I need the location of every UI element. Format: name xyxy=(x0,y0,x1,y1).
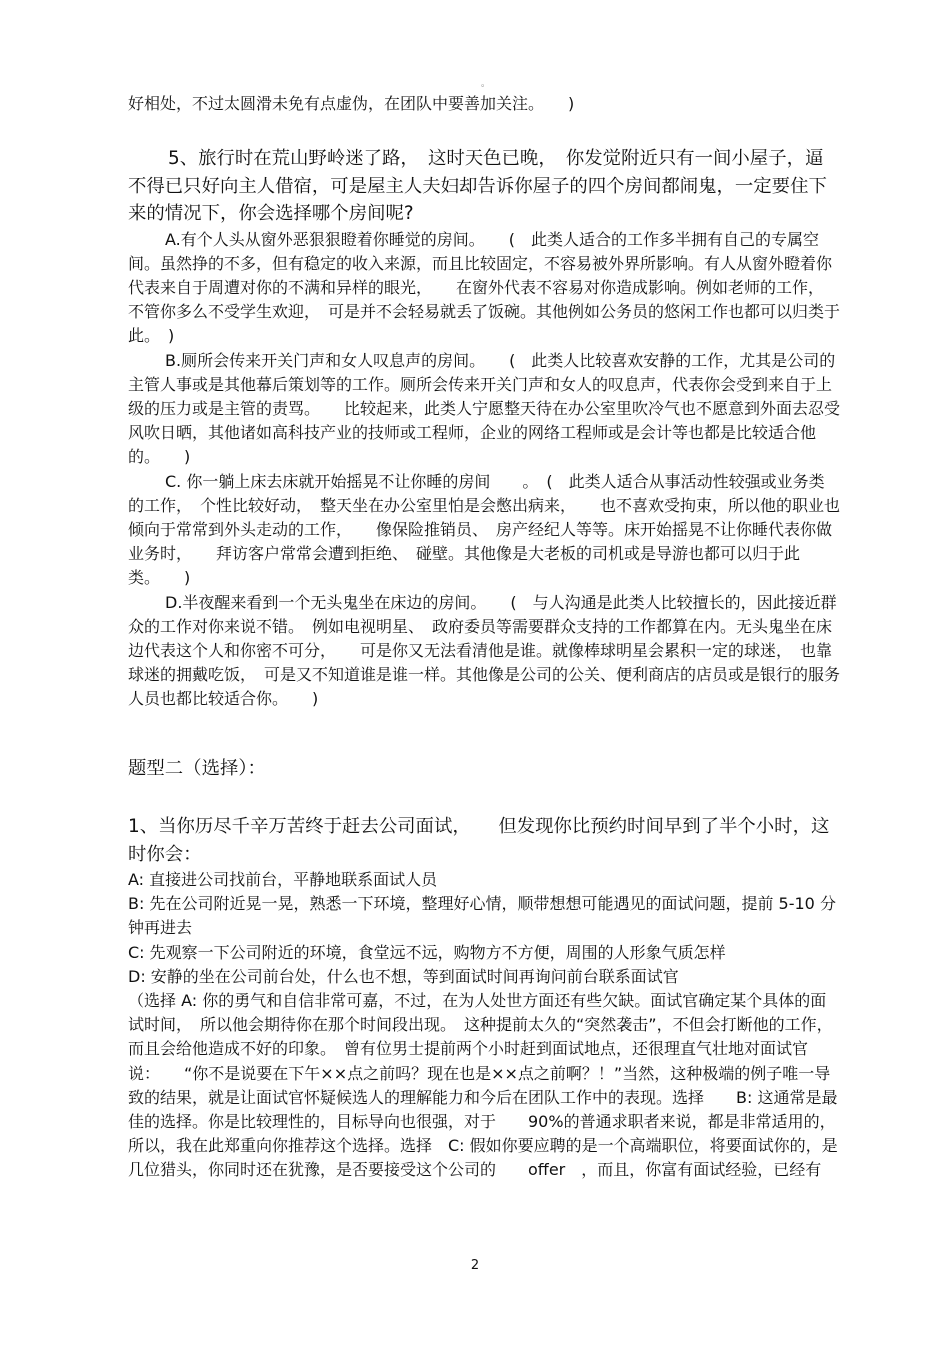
question-5-block xyxy=(128,145,840,712)
intro-tail: 好相处，不过太圆滑未免有点虚伪，在团队中要善加关注。 ) xyxy=(128,94,575,113)
top-mark: 。 xyxy=(481,79,491,89)
q1-option-b: B: 先在公司附近晃一晃，熟悉一下环境，整理好心情，顺带想想可能遇见的面试问题，提前 5-10 分钟再进去 xyxy=(128,894,836,938)
question-1-text: 1、当你历尽千辛万苦终于赶去公司面试， 但发现你比预约时间早到了半个小时，这时你会： xyxy=(128,816,830,865)
q1-option-c: C: 先观察一下公司附近的环境，食堂远不远，购物方不方便，周围的人形象气质怎样 xyxy=(128,942,726,962)
q5-option-c: C. 你一躺上床去床就开始摇晃不让你睡的房间 。 ( 此类人适合从事活动性较强或业务类的工作， 个性比较好动， 整天坐在办公室里怕是会憋出病来， 也不喜欢受拘束，所以他的职业也倾向于常常到外头走动的工作， 像保险推销员、 房产经纪人等等。床开始摇晃不让你睡代表你做业务时， 拜访客户常常会遭到拒绝、 碰壁。其他像是大老板的司机或是导游也都可以归于此类。 ) xyxy=(128,471,841,588)
question-1-block xyxy=(128,813,840,1183)
question-5-text: 5、旅行时在荒山野岭迷了路， 这时天色已晚， 你发觉附近只有一间小屋子，逼不得已只好向主人借宿，可是屋主人夫妇却告诉你屋子的四个房间都闹鬼，一定要住下来的情况下，你会选择哪个房间呢? xyxy=(128,148,827,224)
q1-analysis: （选择 A: 你的勇气和自信非常可嘉，不过，在为人处世方面还有些欠缺。面试官确定某个具体的面试时间， 所以他会期待你在那个时间段出现。 这种提前太久的“突然袭击”，不但会打断他的工作， 而且会给他造成不好的印象。 曾有位男士提前两个小时赶到面试地点，还很理直气壮地对面试官说： “你不是说要在下午××点之前吗？现在也是××点之前啊？！”当然，这种极端的例子唯一导致的结果，就是让面试官怀疑候选人的理解能力和今后在团队工作中的表现。选择 B: 这通常是最佳的选择。你是比较理性的，目标导向也很强，对于 90%的普通求职者来说，都是非常适用的，所以，我在此郑重向你推荐这个选择。选择 C: 假如你要应聘的是一个高端职位，将要面试你的，是几位猎头，你同时还在犹豫，是否要接受这个公司的 offer ，而且，你富有面试经验，已经有 xyxy=(128,991,841,1180)
q1-option-a: A: 直接进公司找前台，平静地联系面试人员 xyxy=(128,870,438,889)
q5-option-d: D.半夜醒来看到一个无头鬼坐在床边的房间。 ( 与人沟通是此类人比较擅长的，因此接近群众的工作对你来说不错。 例如电视明星、 政府委员等需要群众支持的工作都算在内。无头鬼坐在床边代表这个人和你密不可分， 可是你又无法看清他是谁。就像棒球明星会累积一定的球迷， 也靠球迷的拥戴吃饭， 可是又不知道谁是谁一样。其他像是公司的公关、便利商店的店员或是银行的服务人员也都比较适合你。 ) xyxy=(128,592,841,709)
page-number: 2 xyxy=(470,1258,480,1273)
q5-option-b: B.厕所会传来开关门声和女人叹息声的房间。 ( 此类人比较喜欢安静的工作，尤其是公司的主管人事或是其他幕后策划等的工作。厕所会传来开关门声和女人的叹息声，代表你会受到来自于上级的压力或是主管的责骂。 比较起来，此类人宁愿整天待在办公室里吹冷气也不愿意到外面去忍受风吹日晒，其他诸如高科技产业的技师或工程师，企业的网络工程师或是会计等也都是比较适合他的。 ) xyxy=(128,350,841,467)
q1-option-d: D: 安静的坐在公司前台处，什么也不想，等到面试时间再询问前台联系面试官 xyxy=(128,966,679,986)
section-2-title: 题型二（选择）： xyxy=(128,758,266,779)
q5-option-a: A.有个人头从窗外恶狠狠瞪着你睡觉的房间。 ( 此类人适合的工作多半拥有自己的专属空间。虽然挣的不多，但有稳定的收入来源，而且比较固定，不容易被外界所影响。有人从窗外瞪着你代表来自于周遭对你的不满和异样的眼光， 在窗外代表不容易对你造成影响。例如老师的工作， 不管你多么不受学生欢迎， 可是并不会轻易就丢了饭碗。其他例如公务员的悠闲工作也都可以归类于此。 ) xyxy=(128,229,841,346)
